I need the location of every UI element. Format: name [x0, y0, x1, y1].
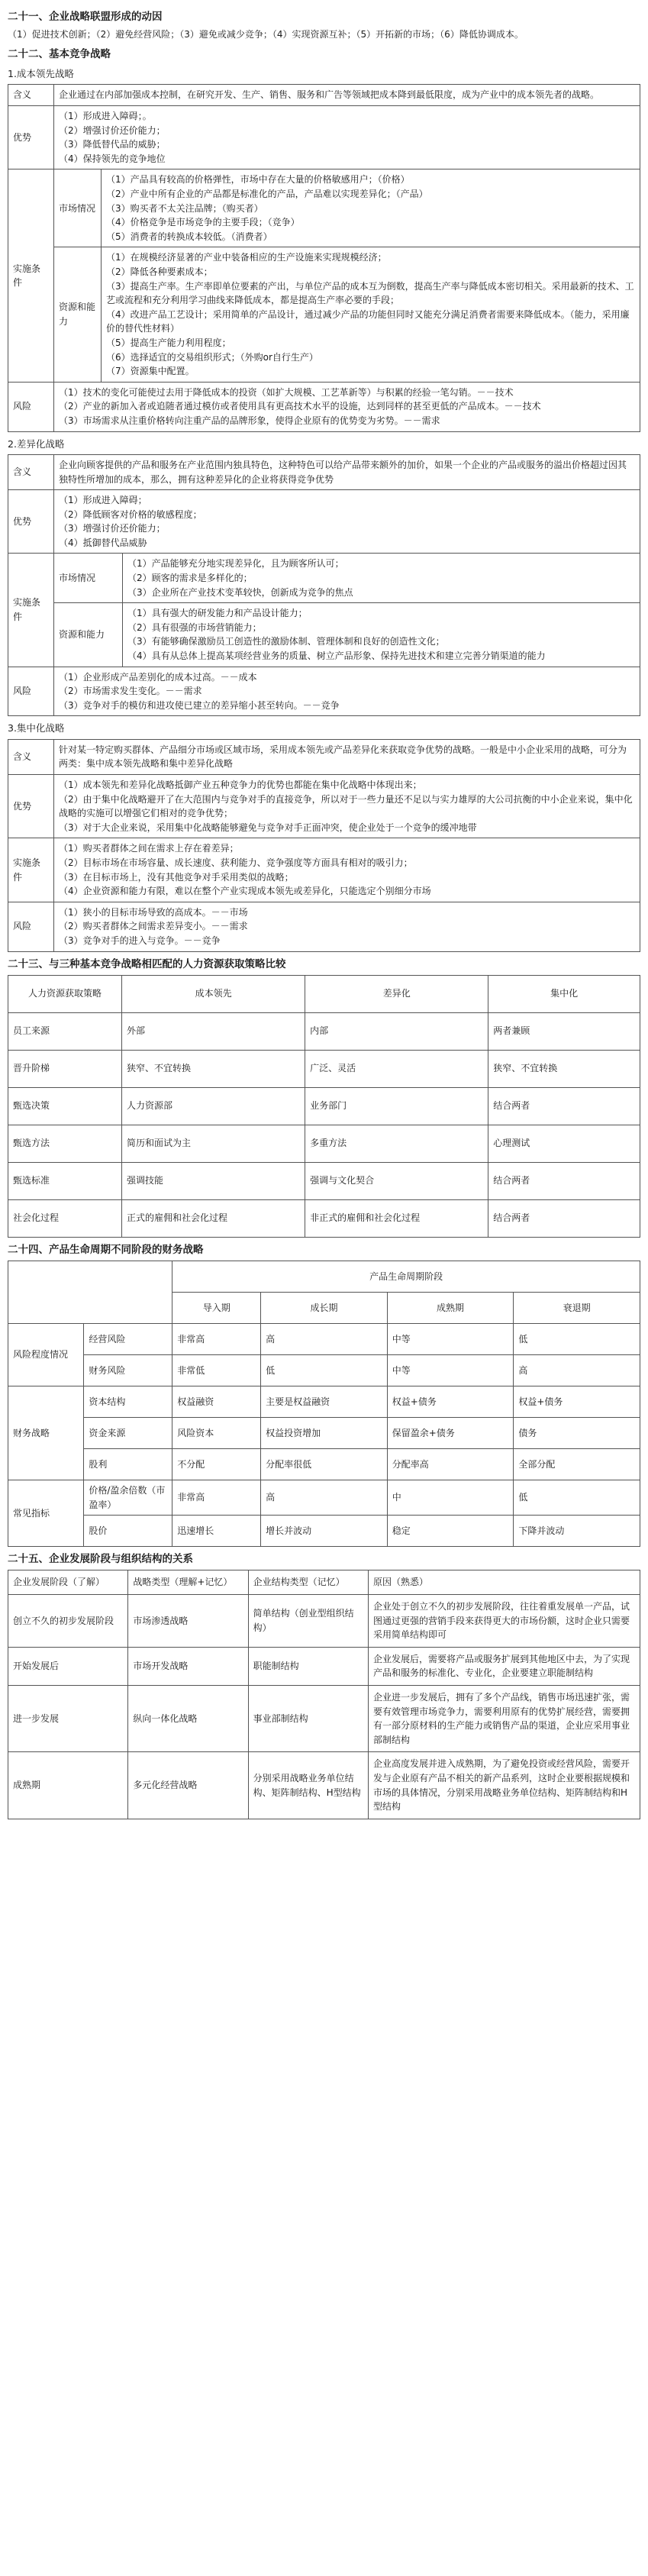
table-header-row	[8, 975, 640, 1012]
row-label: 优势	[8, 774, 54, 838]
column-header: 衰退期	[514, 1293, 640, 1324]
cell: 甄选方法	[8, 1125, 122, 1162]
row-label: 含义	[8, 85, 54, 106]
cost-leadership-subtitle: 1.成本领先战略	[8, 68, 74, 80]
table-row	[8, 774, 640, 838]
cell: 企业向顾客提供的产品和服务在产业范围内独具特色，这种特色可以给产品带来额外的加价，如果一个企业的产品或服务的溢出价格超过因其独特性所增加的成本，那么，拥有这种差异化的企业将获得竞争优势	[54, 454, 640, 489]
hr-acquisition-table	[8, 975, 640, 1238]
cost-leadership-table	[8, 84, 640, 431]
table-header-row	[8, 1261, 640, 1293]
table-header-row	[8, 1570, 640, 1595]
cell: 事业部制结构	[248, 1686, 368, 1752]
list-item: （5）提高生产能力利用程度；	[106, 337, 231, 348]
column-header: 集中化	[488, 975, 640, 1012]
cell: 业务部门	[305, 1087, 488, 1125]
differentiation-table	[8, 454, 640, 717]
table-row	[8, 1050, 640, 1087]
cell	[102, 169, 640, 247]
list-item: （6）选择适宜的交易组织形式；（外购or自行生产）	[106, 351, 318, 363]
list-item: （2）顾客的需求是多样化的；	[127, 573, 253, 584]
list-item: （3）购买者不太关注品牌；（购买者）	[106, 202, 263, 214]
table-row	[8, 490, 640, 554]
cell: 高	[261, 1480, 388, 1516]
cell	[54, 106, 640, 169]
column-header: 原因（熟悉）	[368, 1570, 640, 1595]
cell: 风险资本	[172, 1418, 261, 1449]
table-row	[8, 1686, 640, 1752]
org-structure-table	[8, 1570, 640, 1819]
section-22-title: 二十二、基本竞争战略	[8, 47, 111, 60]
table-row	[8, 382, 640, 431]
cell: 全部分配	[514, 1449, 640, 1480]
list-item: （4）价格竞争是市场竞争的主要手段；（竞争）	[106, 217, 300, 228]
cell	[54, 490, 640, 554]
cell: 人力资源部	[122, 1087, 305, 1125]
list-item: （3）在目标市场上，没有其他竞争对手采用类似的战略；	[59, 871, 294, 883]
list-item: （3）对于大企业来说，采用集中化战略能够避免与竞争对手正面冲突，使企业处于一个竞争的缓冲地带	[59, 822, 477, 833]
list-item: （2）具有很强的市场营销能力；	[127, 621, 262, 633]
cell: 不分配	[172, 1449, 261, 1480]
list-item: （1）形成进入障碍；。	[59, 111, 152, 122]
sub-label: 资源和能力	[54, 247, 102, 382]
list-item: （2）目标市场在市场容量、成长速度、获利能力、竞争强度等方面具有相对的吸引力；	[59, 857, 413, 868]
row-label: 含义	[8, 454, 54, 489]
focus-table	[8, 739, 640, 952]
cell: 开始发展后	[8, 1647, 128, 1685]
cell: 多重方法	[305, 1125, 488, 1162]
list-item: （1）企业形成产品差别化的成本过高。－－成本	[59, 671, 257, 683]
cell: 纵向一体化战略	[128, 1686, 248, 1752]
differentiation-subtitle: 2.差异化战略	[8, 437, 65, 450]
table-row	[8, 1162, 640, 1199]
list-item: （5）消费者的转换成本较低。（消费者）	[106, 231, 272, 242]
row-label: 风险	[8, 902, 54, 951]
cell: 高	[514, 1355, 640, 1386]
cell: 中等	[387, 1355, 514, 1386]
table-row	[8, 454, 640, 489]
list-item: （4）保持领先的竞争地位	[59, 153, 166, 164]
list-item: （2）由于集中化战略避开了在大范围内与竞争对手的直接竞争，所以对于一些力量还不足以与实力雄厚的大公司抗衡的中小企业来说，集中化战略的实施可以增强它们相对的竞争优势；	[59, 793, 633, 819]
lifecycle-finance-table	[8, 1261, 640, 1547]
list-item: （2）市场需求发生变化。－－需求	[59, 686, 202, 697]
cell: 迅速增长	[172, 1516, 261, 1547]
column-header: 成本领先	[122, 975, 305, 1012]
row-label: 含义	[8, 739, 54, 774]
table-row	[8, 247, 640, 382]
cell: 价格/盈余倍数（市盈率）	[84, 1480, 172, 1516]
cell: 非常高	[172, 1480, 261, 1516]
list-item: （4）改进产品工艺设计；采用简单的产品设计，通过减少产品的功能但同时又能充分满足消费者需要来降低成本。（能力，采用廉价的替代性材料）	[106, 308, 630, 334]
row-label: 实施条件	[8, 169, 54, 382]
cell: 强调与文化契合	[305, 1162, 488, 1199]
table-row	[8, 1386, 640, 1418]
cell: 正式的雇佣和社会化过程	[122, 1199, 305, 1237]
cell: 企业通过在内部加强成本控制，在研究开发、生产、销售、服务和广告等领域把成本降到最低限度，成为产业中的成本领先者的战略。	[54, 85, 640, 106]
corner-cell	[8, 1261, 172, 1324]
list-item: （4）具有从总体上提高某项经营业务的质量、树立产品形象、保持先进技术和建立完善分销渠道的能力	[127, 650, 546, 662]
table-row	[8, 902, 640, 951]
row-label: 优势	[8, 106, 54, 169]
table-row	[8, 1355, 640, 1386]
list-item: （3）降低替代品的威胁；	[59, 139, 166, 150]
cell: 下降并波动	[514, 1516, 640, 1547]
table-row	[8, 1125, 640, 1162]
list-item: （1）购买者群体之间在需求上存在着差异；	[59, 843, 239, 854]
list-item: （2）降低顾客对价格的敏感程度；	[59, 508, 202, 520]
cell: 外部	[122, 1012, 305, 1050]
cell: 成熟期	[8, 1752, 128, 1819]
column-header: 战略类型（理解+记忆）	[128, 1570, 248, 1595]
row-label: 实施条件	[8, 838, 54, 902]
cell	[54, 667, 640, 716]
group-label: 风险程度情况	[8, 1324, 84, 1386]
list-item: （3）竞争对手的进入与竞争。－－竞争	[59, 935, 221, 946]
cell: 晋升阶梯	[8, 1050, 122, 1087]
cell: 简单结构（创业型组织结构）	[248, 1595, 368, 1648]
cell: 资金来源	[84, 1418, 172, 1449]
cell: 稳定	[387, 1516, 514, 1547]
list-item: （1）产品具有较高的价格弹性，市场中存在大量的价格敏感用户；（价格）	[106, 174, 410, 186]
cell: 高	[261, 1324, 388, 1355]
cell	[54, 838, 640, 902]
cell: 广泛、灵活	[305, 1050, 488, 1087]
cell: 低	[261, 1355, 388, 1386]
cell: 财务风险	[84, 1355, 172, 1386]
cell: 针对某一特定购买群体、产品细分市场或区域市场，采用成本领先或产品差异化来获取竞争优势的战略。一般是中小企业采用的战略，可分为两类：集中成本领先战略和集中差异化战略	[54, 739, 640, 774]
list-item: （2）产业中所有企业的产品都是标准化的产品，产品难以实现差异化；（产品）	[106, 189, 428, 200]
list-item: （4）抵御替代品威胁	[59, 537, 147, 548]
list-item: （1）技术的变化可能使过去用于降低成本的投资（如扩大规模、工艺革新等）与积累的经验一笔勾销。－－技术	[59, 386, 514, 398]
column-header: 成熟期	[387, 1293, 514, 1324]
column-header: 人力资源获取策略	[8, 975, 122, 1012]
table-row	[8, 667, 640, 716]
cell: 职能制结构	[248, 1647, 368, 1685]
cell: 两者兼顾	[488, 1012, 640, 1050]
list-item: （1）形成进入障碍；	[59, 495, 147, 506]
list-item: （3）竞争对手的模仿和进攻使已建立的差异缩小甚至转向。－－竞争	[59, 699, 340, 711]
cell: 多元化经营战略	[128, 1752, 248, 1819]
cell: 企业发展后，需要将产品或服务扩展到其他地区中去，为了实现产品和服务的标准化、专业化，企业要建立职能制结构	[368, 1647, 640, 1685]
table-row	[8, 739, 640, 774]
section-23-title: 二十三、与三种基本竞争战略相匹配的人力资源获取策略比较	[8, 957, 286, 970]
sub-label: 市场情况	[54, 169, 102, 247]
cell: 市场开发战略	[128, 1647, 248, 1685]
cell: 内部	[305, 1012, 488, 1050]
list-item: （3）有能够确保激励员工创造性的激励体制、管理体制和良好的创造性文化；	[127, 636, 445, 647]
table-row	[8, 1752, 640, 1819]
list-item: （2）产业的新加入者或追随者通过模仿或者使用具有更高技术水平的设施，达到同样的甚至更低的产品成本。－－技术	[59, 401, 541, 412]
cell: 债务	[514, 1418, 640, 1449]
cell: 结合两者	[488, 1087, 640, 1125]
table-row	[8, 1324, 640, 1355]
list-item: （3）提高生产率。生产率即单位要素的产出，与单位产品的成本互为倒数，提高生产率与降低成本密切相关。采用最新的技术、工艺或流程和充分利用学习曲线来降低成本，都是提高生产率必要的手段；	[106, 280, 634, 306]
cell: 权益+债务	[514, 1386, 640, 1418]
row-label: 优势	[8, 490, 54, 554]
cell: 甄选标准	[8, 1162, 122, 1199]
table-row	[8, 169, 640, 247]
list-item: （3）市场需求从注重价格转向注重产品的品牌形象，使得企业原有的优势变为劣势。－－需求	[59, 415, 440, 426]
table-row	[8, 1449, 640, 1480]
list-item: （1）产品能够充分地实现差异化，且为顾客所认可；	[127, 558, 344, 570]
cell: 分配率高	[387, 1449, 514, 1480]
cell: 低	[514, 1324, 640, 1355]
list-item: （1）狭小的目标市场导致的高成本。－－市场	[59, 906, 248, 918]
section-24-title: 二十四、产品生命周期不同阶段的财务战略	[8, 1243, 204, 1256]
cell	[123, 554, 640, 603]
table-row	[8, 1595, 640, 1648]
cell: 狭窄、不宜转换	[122, 1050, 305, 1087]
table-row	[8, 1418, 640, 1449]
table-row	[8, 106, 640, 169]
cell	[102, 247, 640, 382]
cell: 分配率很低	[261, 1449, 388, 1480]
cell: 中	[387, 1480, 514, 1516]
list-item: （3）企业所在产业技术变革较快，创新成为竞争的焦点	[127, 586, 353, 598]
cell: 企业进一步发展后，拥有了多个产品线，销售市场迅速扩张，需要有效管理市场竞争力，需要利用原有的优势扩展经营，需要拥有一部分原材料的生产能力或销售产品的渠道，企业应采用事业部制结构	[368, 1686, 640, 1752]
cell: 狭窄、不宜转换	[488, 1050, 640, 1087]
sub-label: 市场情况	[54, 554, 123, 603]
cell: 非常高	[172, 1324, 261, 1355]
cell: 股利	[84, 1449, 172, 1480]
cell: 低	[514, 1480, 640, 1516]
column-header: 导入期	[172, 1293, 261, 1324]
cell: 权益投资增加	[261, 1418, 388, 1449]
cell: 结合两者	[488, 1162, 640, 1199]
section-21-title: 二十一、企业战略联盟形成的动因	[8, 11, 163, 23]
table-row	[8, 838, 640, 902]
focus-subtitle: 3.集中化战略	[8, 722, 65, 734]
section-25-title: 二十五、企业发展阶段与组织结构的关系	[8, 1553, 193, 1566]
cell: 市场渗透战略	[128, 1595, 248, 1648]
cell	[54, 774, 640, 838]
column-header: 成长期	[261, 1293, 388, 1324]
cell: 企业处于创立不久的初步发展阶段，往往着重发展单一产品，试图通过更强的营销手段来获得更大的市场份额，这时企业只需要采用简单结构即可	[368, 1595, 640, 1648]
column-header: 企业结构类型（记忆）	[248, 1570, 368, 1595]
list-item: （4）企业资源和能力有限，难以在整个产业实现成本领先或差异化，只能选定个别细分市场	[59, 886, 431, 897]
list-item: （2）购买者群体之间需求差异变小。－－需求	[59, 921, 248, 932]
list-item: （7）资源集中配置。	[106, 366, 195, 377]
column-group-header: 产品生命周期阶段	[172, 1261, 640, 1293]
table-row	[8, 1647, 640, 1685]
list-item: （1）在规模经济显著的产业中装备相应的生产设施来实现规模经济；	[106, 252, 387, 263]
cell: 权益融资	[172, 1386, 261, 1418]
cell: 分别采用战略业务单位结构、矩阵制结构、H型结构	[248, 1752, 368, 1819]
list-item: （3）增强讨价还价能力；	[59, 523, 166, 534]
row-label: 风险	[8, 667, 54, 716]
column-header: 企业发展阶段（了解）	[8, 1570, 128, 1595]
cell: 员工来源	[8, 1012, 122, 1050]
cell: 中等	[387, 1324, 514, 1355]
table-row	[8, 1480, 640, 1516]
list-item: （2）降低各种要素成本；	[106, 266, 213, 277]
cell	[54, 382, 640, 431]
list-item: （1）成本领先和差异化战略抵御产业五种竞争力的优势也都能在集中化战略中体现出来；	[59, 779, 422, 790]
table-row	[8, 85, 640, 106]
cell: 资本结构	[84, 1386, 172, 1418]
table-row	[8, 1087, 640, 1125]
cell: 强调技能	[122, 1162, 305, 1199]
sub-label: 资源和能力	[54, 603, 123, 667]
cell	[54, 902, 640, 951]
cell: 社会化过程	[8, 1199, 122, 1237]
row-label: 实施条件	[8, 554, 54, 667]
cell: 增长并波动	[261, 1516, 388, 1547]
table-row	[8, 1516, 640, 1547]
cell: 非常低	[172, 1355, 261, 1386]
cell: 创立不久的初步发展阶段	[8, 1595, 128, 1648]
cell: 保留盈余+债务	[387, 1418, 514, 1449]
row-label: 风险	[8, 382, 54, 431]
group-label: 常见指标	[8, 1480, 84, 1547]
list-item: （2）增强讨价还价能力；	[59, 124, 166, 136]
cell: 非正式的雇佣和社会化过程	[305, 1199, 488, 1237]
cell: 心理测试	[488, 1125, 640, 1162]
cell: 主要是权益融资	[261, 1386, 388, 1418]
cell: 股价	[84, 1516, 172, 1547]
table-row	[8, 603, 640, 667]
column-header: 差异化	[305, 975, 488, 1012]
table-row	[8, 554, 640, 603]
section-21-body: （1）促进技术创新；（2）避免经营风险；（3）避免或减少竞争；（4）实现资源互补；（5）开拓新的市场；（6）降低协调成本。	[8, 29, 524, 40]
cell: 进一步发展	[8, 1686, 128, 1752]
cell: 结合两者	[488, 1199, 640, 1237]
group-label: 财务战略	[8, 1386, 84, 1480]
cell	[123, 603, 640, 667]
list-item: （1）具有强大的研发能力和产品设计能力；	[127, 608, 308, 619]
cell: 经营风险	[84, 1324, 172, 1355]
cell: 企业高度发展并进入成熟期，为了避免投资或经营风险，需要开发与企业原有产品不相关的新产品系列，这时企业要根据规模和市场的具体情况，分别采用战略业务单位结构、矩阵制结构和H型结构	[368, 1752, 640, 1819]
cell: 简历和面试为主	[122, 1125, 305, 1162]
table-row	[8, 1199, 640, 1237]
table-row	[8, 1012, 640, 1050]
cell: 甄选决策	[8, 1087, 122, 1125]
cell: 权益+债务	[387, 1386, 514, 1418]
